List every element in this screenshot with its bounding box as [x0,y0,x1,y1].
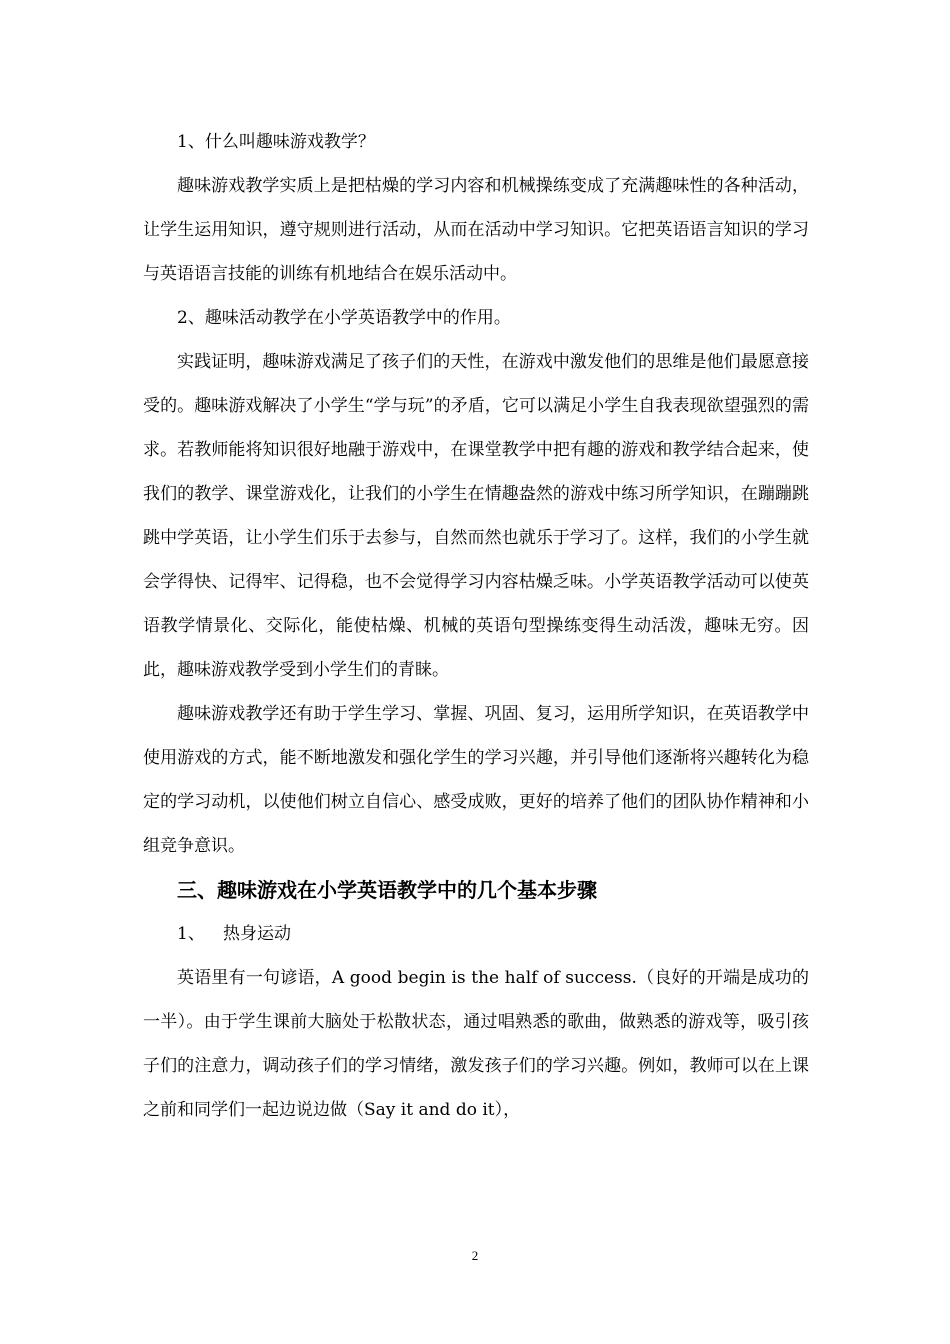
question-heading-2: 2、趣味活动教学在小学英语教学中的作用。 [177,308,511,328]
section-heading: 三、趣味游戏在小学英语教学中的几个基本步骤 [177,878,597,902]
subitem-number: 1、 [177,924,205,944]
body-paragraph: 趣味游戏教学还有助于学生学习、掌握、巩固、复习，运用所学知识，在英语教学中使用游戏的方式，能不断地激发和强化学生的学习兴趣，并引导他们逐渐将兴趣转化为稳定的学习动机，以使他们树立自信心、感受成败，更好的培养了他们的团队协作精神和小组竞争意识。 [143,704,809,856]
subitem-label: 热身运动 [223,924,291,944]
page-number: 2 [471,1248,479,1263]
subitem-heading [143,912,809,956]
body-paragraph: 趣味游戏教学实质上是把枯燥的学习内容和机械操练变成了充满趣味性的各种活动，让学生运用知识，遵守规则进行活动，从而在活动中学习知识。它把英语语言知识的学习与英语语言技能的训练有机地结合在娱乐活动中。 [143,176,809,284]
body-paragraph: 英语里有一句谚语，A good begin is the half of success.（良好的开端是成功的一半）。由于学生课前大脑处于松散状态，通过唱熟悉的歌曲，做熟悉的游戏等，吸引孩子们的注意力，调动孩子们的学习情绪，激发孩子们的学习兴趣。例如，教师可以在上课之前和同学们一起边说边做（Say it and do it）， [143,968,809,1120]
question-heading-1: 1、什么叫趣味游戏教学？ [177,132,375,152]
body-paragraph: 实践证明，趣味游戏满足了孩子们的天性，在游戏中激发他们的思维是他们最愿意接受的。趣味游戏解决了小学生“学与玩”的矛盾，它可以满足小学生自我表现欲望强烈的需求。若教师能将知识很好地融于游戏中，在课堂教学中把有趣的游戏和教学结合起来，使我们的教学、课堂游戏化，让我们的小学生在情趣盎然的游戏中练习所学知识，在蹦蹦跳跳中学英语，让小学生们乐于去参与，自然而然也就乐于学习了。这样，我们的小学生就会学得快、记得牢、记得稳，也不会觉得学习内容枯燥乏味。小学英语教学活动可以使英语教学情景化、交际化，能使枯燥、机械的英语句型操练变得生动活泼，趣味无穷。因此，趣味游戏教学受到小学生们的青睐。 [143,352,809,680]
document-body [143,120,809,1132]
